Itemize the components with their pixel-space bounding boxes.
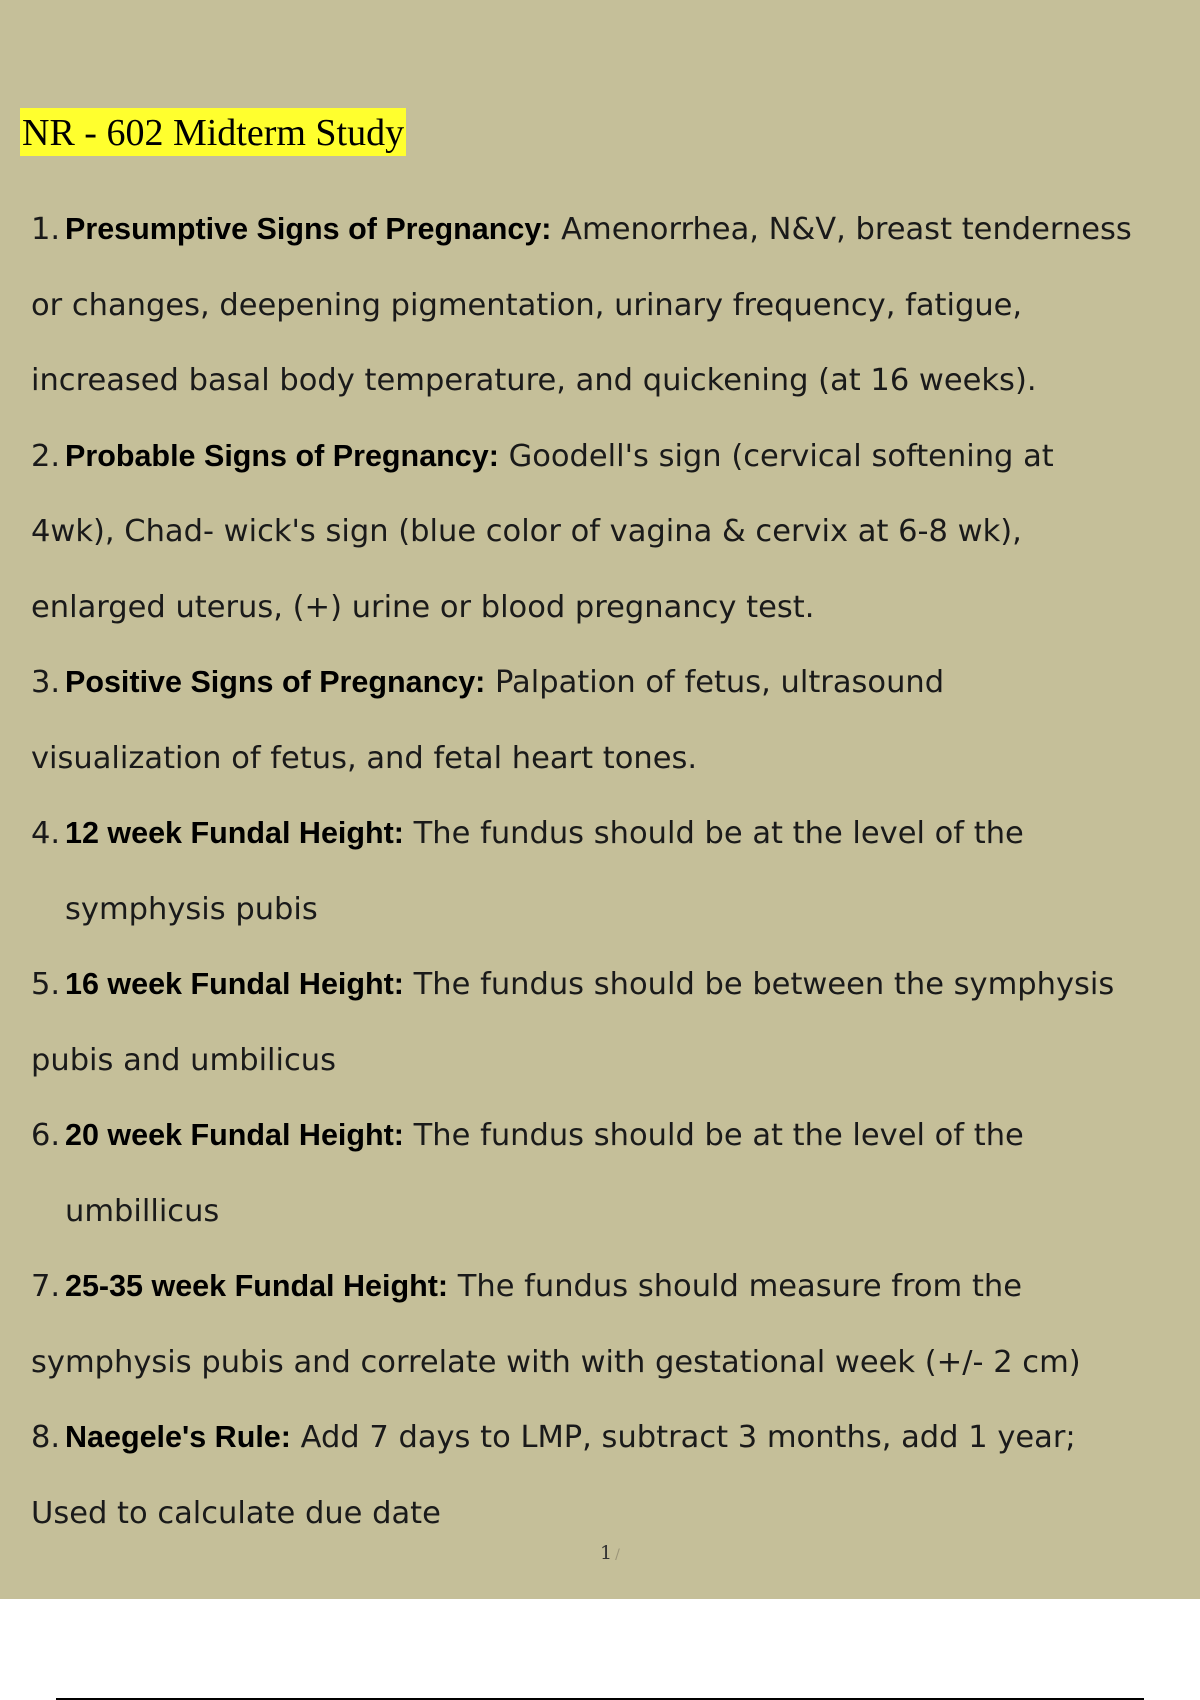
item-text: enlarged uterus, (+) urine or blood pregnancy test. [31, 589, 815, 625]
list-item-continuation [31, 1023, 1200, 1099]
item-text: The fundus should be at the level of the [403, 816, 1024, 851]
item-number: 2. [31, 438, 61, 474]
list-item-continuation [31, 343, 1200, 419]
item-number: 6. [31, 1118, 61, 1153]
item-term: Probable Signs of Pregnancy: [65, 438, 499, 473]
document-title: NR - 602 Midterm Study [20, 108, 406, 156]
item-text: visualization of fetus, and fetal heart tones. [31, 740, 698, 776]
list-item-continuation [31, 872, 1200, 948]
item-term: Positive Signs of Pregnancy: [65, 665, 486, 699]
list-item-continuation [31, 721, 1200, 797]
list-item [31, 1098, 1200, 1174]
item-text: symphysis pubis [65, 891, 318, 927]
list-item [31, 645, 1200, 721]
item-number: 3. [31, 665, 61, 700]
item-text: Add 7 days to LMP, subtract 3 months, add 1 year; [290, 1420, 1076, 1455]
list-item [31, 947, 1200, 1023]
page-number-suffix: / [615, 1547, 620, 1563]
item-term: Presumptive Signs of Pregnancy: [65, 212, 552, 246]
item-text: The fundus should be between the symphysis [403, 967, 1115, 1002]
item-term: 25-35 week Fundal Height: [65, 1269, 449, 1303]
item-text: Goodell's sign (cervical softening at [498, 438, 1054, 474]
item-text: symphysis pubis and correlate with with gestational week (+/- 2 cm) [31, 1344, 1081, 1380]
item-text: increased basal body temperature, and quickening (at 16 weeks). [31, 363, 1037, 398]
item-number: 8. [31, 1420, 61, 1455]
list-item-continuation [31, 1476, 1200, 1552]
item-text: pubis and umbilicus [31, 1042, 336, 1078]
list-item-continuation [31, 570, 1200, 646]
list-item-continuation [31, 1174, 1200, 1250]
item-number: 7. [31, 1269, 61, 1304]
item-text: Palpation of fetus, ultrasound [485, 665, 945, 700]
list-item-continuation [31, 494, 1200, 570]
item-term: 12 week Fundal Height: [65, 816, 404, 850]
list-item [31, 419, 1200, 495]
list-item-continuation [31, 1325, 1200, 1401]
item-number: 5. [31, 967, 61, 1002]
item-text: Amenorrhea, N&V, breast tenderness [551, 212, 1132, 247]
list-item [31, 192, 1200, 268]
item-term: Naegele's Rule: [65, 1420, 291, 1454]
item-number: 4. [31, 816, 61, 851]
item-text: Used to calculate due date [31, 1495, 441, 1531]
page-number-value: 1 [600, 1542, 613, 1564]
page-number [600, 1542, 620, 1564]
item-number: 1. [31, 212, 61, 247]
item-text: or changes, deepening pigmentation, urinary frequency, fatigue, [31, 287, 1023, 323]
item-text: The fundus should measure from the [448, 1269, 1023, 1304]
list-item [31, 1400, 1200, 1476]
item-term: 20 week Fundal Height: [65, 1118, 404, 1152]
list-item [31, 796, 1200, 872]
item-text: The fundus should be at the level of the [403, 1118, 1024, 1153]
item-text: 4wk), Chad- wick's sign (blue color of vagina & cervix at 6-8 wk), [31, 514, 1022, 549]
list-item [31, 1249, 1200, 1325]
list-item-continuation [31, 268, 1200, 344]
study-list [31, 192, 1200, 1551]
item-term: 16 week Fundal Height: [65, 967, 404, 1001]
item-text: umbillicus [65, 1193, 220, 1229]
